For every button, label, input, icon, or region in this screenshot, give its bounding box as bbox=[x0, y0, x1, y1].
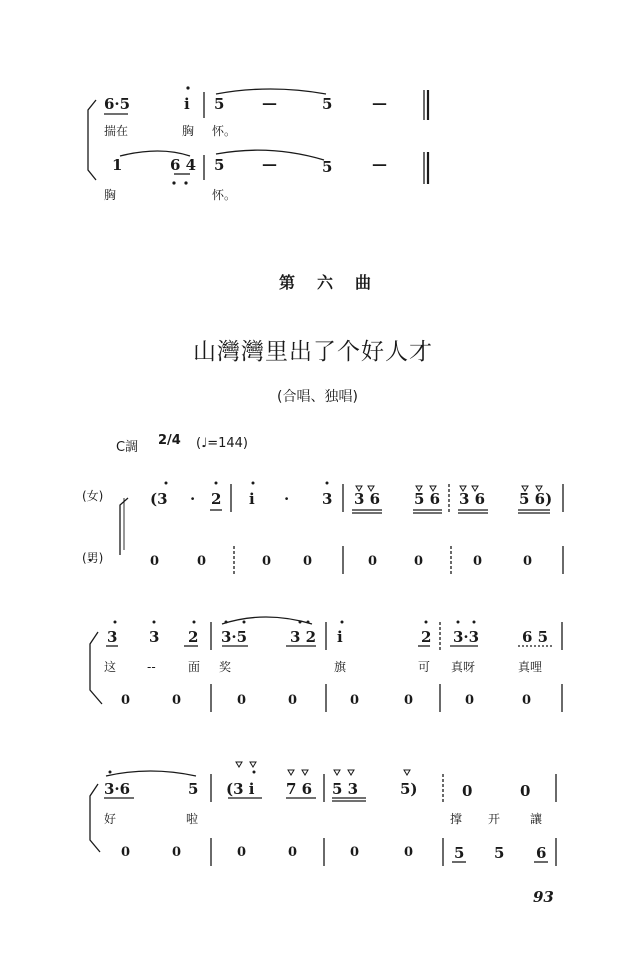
rest: 0 bbox=[262, 554, 272, 569]
note-dotted: 3·6 bbox=[104, 780, 131, 798]
rest: 0 bbox=[172, 693, 182, 708]
rest: 0 bbox=[150, 554, 160, 569]
note: i bbox=[337, 628, 343, 646]
rest: 0 bbox=[522, 693, 532, 708]
note-1: 1 bbox=[112, 156, 123, 174]
octave-dot bbox=[299, 621, 302, 624]
lyric: 真哩 bbox=[518, 660, 543, 674]
lyric: 面 bbox=[188, 660, 201, 674]
rest: 0 bbox=[404, 693, 414, 708]
octave-dot bbox=[114, 621, 117, 624]
rest: 0 bbox=[172, 845, 182, 860]
slur bbox=[222, 617, 312, 624]
voice-label-female: (女) bbox=[82, 489, 104, 503]
system3-bracket bbox=[90, 784, 100, 852]
note-pair: (3 i bbox=[226, 780, 255, 798]
top-bracket bbox=[88, 100, 96, 180]
time-signature: 2/4 bbox=[158, 433, 181, 448]
note-5: 5 bbox=[322, 95, 333, 113]
note: 3 bbox=[107, 628, 118, 646]
note: i bbox=[249, 490, 255, 508]
lyric: 这 bbox=[104, 660, 117, 674]
note-dotted: 3·5 bbox=[221, 628, 248, 646]
octave-dot bbox=[193, 621, 196, 624]
note-pair: 7 6 bbox=[286, 780, 313, 798]
lyric: 怀。 bbox=[212, 124, 237, 138]
note-pair: 3 2 bbox=[290, 628, 317, 646]
note-5: 5 bbox=[322, 158, 333, 176]
rest: 0 bbox=[121, 693, 131, 708]
lyric: 奖 bbox=[219, 660, 232, 674]
note: 3 bbox=[149, 628, 160, 646]
note: 5 bbox=[454, 844, 465, 862]
octave-dot bbox=[186, 86, 189, 89]
lyric: -- bbox=[147, 660, 156, 674]
dash: — bbox=[372, 94, 387, 112]
note-5: 5 bbox=[214, 95, 225, 113]
lyric: 真呀 bbox=[451, 660, 476, 674]
lyric: 胸 bbox=[182, 124, 195, 138]
note-6-4: 6 4 bbox=[170, 156, 197, 174]
octave-dot bbox=[473, 621, 476, 624]
rest: 0 bbox=[473, 554, 483, 569]
octave-dot bbox=[457, 621, 460, 624]
lyric: 啦 bbox=[186, 812, 199, 826]
note: 2 bbox=[211, 490, 222, 508]
note-pair: 6 5 bbox=[522, 628, 549, 646]
voice-label-male: (男) bbox=[82, 551, 104, 565]
rest: 0 bbox=[121, 845, 131, 860]
tempo-marking: (♩=144) bbox=[196, 436, 248, 451]
note: 5 bbox=[494, 844, 505, 862]
slur bbox=[106, 771, 196, 776]
note-pair: 3 6 bbox=[459, 490, 486, 508]
rest: 0 bbox=[523, 554, 533, 569]
rest: 0 bbox=[197, 554, 207, 569]
rest: 0 bbox=[368, 554, 378, 569]
system2-bracket bbox=[90, 632, 102, 704]
note-6-5: 6·5 bbox=[104, 95, 131, 113]
octave-dot bbox=[252, 482, 255, 485]
note: 5) bbox=[400, 780, 418, 798]
octave-dot bbox=[225, 621, 228, 624]
note: 3 bbox=[322, 490, 333, 508]
note: 2 bbox=[188, 628, 199, 646]
octave-dot bbox=[243, 621, 246, 624]
note: (3 bbox=[150, 490, 168, 508]
note-pair: 3 6 bbox=[354, 490, 381, 508]
rest: 0 bbox=[462, 782, 473, 800]
octave-dot bbox=[165, 482, 168, 485]
rest: 0 bbox=[414, 554, 424, 569]
rest: 0 bbox=[237, 845, 247, 860]
octave-dot bbox=[425, 621, 428, 624]
note-pair: 5 6 bbox=[414, 490, 441, 508]
lyric: 旗 bbox=[334, 660, 347, 674]
note-5: 5 bbox=[214, 156, 225, 174]
lyric: 好 bbox=[104, 812, 117, 826]
dash: — bbox=[262, 155, 277, 173]
rest: 0 bbox=[303, 554, 313, 569]
octave-dot bbox=[307, 621, 310, 624]
page-number: 93 bbox=[533, 888, 554, 906]
octave-dot bbox=[341, 621, 344, 624]
note: 6 bbox=[536, 844, 547, 862]
rest: 0 bbox=[465, 693, 475, 708]
lyric: 可 bbox=[418, 660, 431, 674]
key-signature: C調 bbox=[116, 440, 139, 455]
octave-dot bbox=[109, 771, 112, 774]
section-label: 第六曲 bbox=[279, 273, 394, 292]
octave-dot bbox=[215, 482, 218, 485]
note-pair: 5 6) bbox=[519, 490, 553, 508]
lyric: 开 bbox=[488, 812, 501, 826]
rest: 0 bbox=[520, 782, 531, 800]
rest: 0 bbox=[350, 693, 360, 708]
dash: — bbox=[262, 94, 277, 112]
lyric: 揣在 bbox=[104, 124, 129, 138]
octave-dot bbox=[326, 482, 329, 485]
dash: — bbox=[372, 155, 387, 173]
lyric: 讓 bbox=[530, 812, 543, 826]
rest: 0 bbox=[404, 845, 414, 860]
octave-dot bbox=[253, 771, 256, 774]
song-subtitle: (合唱、独唱) bbox=[277, 389, 358, 405]
octave-dot bbox=[172, 181, 175, 184]
octave-dot bbox=[153, 621, 156, 624]
lyric: 怀。 bbox=[212, 188, 237, 202]
note: 2 bbox=[421, 628, 432, 646]
song-title: 山灣灣里出了个好人才 bbox=[193, 339, 433, 365]
lyric: 胸 bbox=[104, 188, 117, 202]
rest: 0 bbox=[350, 845, 360, 860]
octave-dot bbox=[184, 181, 187, 184]
note: 5 bbox=[188, 780, 199, 798]
rest: 0 bbox=[288, 845, 298, 860]
rest: 0 bbox=[288, 693, 298, 708]
note-dot: · bbox=[190, 490, 196, 508]
note-i: i bbox=[184, 95, 190, 113]
lyric: 撑 bbox=[450, 812, 463, 826]
rest: 0 bbox=[237, 693, 247, 708]
note-dotted: 3·3 bbox=[453, 628, 480, 646]
note-pair: 5 3 bbox=[332, 780, 359, 798]
note-dot: · bbox=[284, 490, 290, 508]
